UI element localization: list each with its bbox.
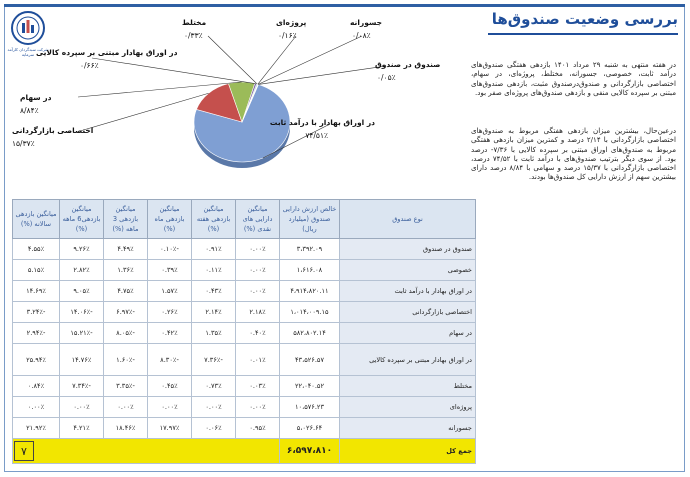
cell-fund-name: در سهام — [340, 323, 476, 344]
pie-value-fixed-income: ۷۴/۵۱٪ — [305, 131, 328, 140]
pie-value-equity: ۸/۸۴٪ — [20, 106, 39, 115]
cell-annual: ۲۱.۹۲٪ — [13, 418, 60, 439]
cell-fund-name: مختلط — [340, 376, 476, 397]
logo-caption: شرکت سبدگردان کارآمد سرمایه — [7, 47, 49, 57]
cell-6month: ۹.۲۶٪ — [60, 239, 104, 260]
pie-value-mixed: ۰/۳۳٪ — [184, 31, 203, 40]
cell-monthly: -۰.۱۰٪ — [148, 239, 192, 260]
title-underline — [488, 33, 678, 35]
cell-cash: ۰.۰۰٪ — [236, 281, 280, 302]
table-row — [13, 302, 476, 323]
cell-weekly: ۲.۱۴٪ — [192, 302, 236, 323]
cell-fund-name: پروژه‌ای — [340, 397, 476, 418]
header-weekly: میانگین بازدهی هفته (%) — [192, 200, 236, 239]
cell-fund-name: جسورانه — [340, 418, 476, 439]
cell-monthly: ۰.۳۹٪ — [148, 260, 192, 281]
table-row — [13, 281, 476, 302]
cell-3month: -۸.۰۵٪ — [104, 323, 148, 344]
cell-annual: -۳.۲۴٪ — [13, 302, 60, 323]
cell-nav: ۱،۶۱۶.۰۸ — [280, 260, 340, 281]
cell-cash: ۰.۰۱٪ — [236, 344, 280, 376]
cell-6month: -۷.۳۴٪ — [60, 376, 104, 397]
pie-leader-line — [258, 36, 296, 84]
cell-cash: ۰.۴۰٪ — [236, 323, 280, 344]
table-header-row — [13, 200, 476, 239]
header-fund-type: نوع صندوق — [340, 200, 476, 239]
pie-label-project: پروژه‌ای — [276, 18, 307, 27]
cell-nav: ۲۲،۰۴۰.۵۲ — [280, 376, 340, 397]
funds-table — [12, 199, 476, 464]
cell-monthly: ۰.۴۵٪ — [148, 376, 192, 397]
pie-value-venture: ۰/۰۸٪ — [352, 31, 371, 40]
cell-nav: ۴،۹۱۴،۸۲۰.۱۱ — [280, 281, 340, 302]
cell-nav: ۱،۰۱۴،۰۰۹.۱۵ — [280, 302, 340, 323]
page-title: بررسی وضعیت صندوق‌ها — [491, 10, 678, 28]
pie-leader-line — [208, 36, 257, 84]
cell-6month: ۴.۲۱٪ — [60, 418, 104, 439]
pie-label-equity: در سهام — [20, 93, 52, 102]
cell-cash: ۰.۰۳٪ — [236, 376, 280, 397]
cell-cash: ۰.۰۰٪ — [236, 239, 280, 260]
summary-paragraph-1: در هفته منتهی به شنبه ۲۹ مرداد ۱۴۰۱ بازدهی هفتگی صندوق‌های درآمد ثابت، خصوصی، جسورانه، مختلط، پروژه‌ای، در سهام، اختصاصی بازارگردانی و صندوق‌درصندوق مثبت، بازدهی صندوق‌های مبتنی بر سپرده کالایی منفی و بازدهی صندوق‌های پروژه‌ای صفر بود. — [471, 60, 676, 97]
table-row — [13, 344, 476, 376]
cell-annual: -۲.۹۴٪ — [13, 323, 60, 344]
pie-value-project: ۰/۱۶٪ — [278, 31, 297, 40]
cell-nav: ۵۸۲،۸۰۲.۱۴ — [280, 323, 340, 344]
pie-label-fixed-income: در اوراق بهادار با درآمد ثابت — [269, 118, 375, 127]
header-6month: میانگین بازدهی6 ماهه (%) — [60, 200, 104, 239]
header-3month: میانگین بازدهی 3 ماهه (%) — [104, 200, 148, 239]
cell-monthly: ۰.۲۶٪ — [148, 302, 192, 323]
cell-annual: ۱۴.۶۹٪ — [13, 281, 60, 302]
cell-weekly: ۱.۳۵٪ — [192, 323, 236, 344]
cell-nav: ۴۳،۵۲۶.۵۷ — [280, 344, 340, 376]
cell-monthly: ۱۷.۹۷٪ — [148, 418, 192, 439]
pie-label-mixed: مختلط — [182, 18, 207, 27]
cell-6month: ۹.۰۵٪ — [60, 281, 104, 302]
cell-3month: ۴.۷۵٪ — [104, 281, 148, 302]
cell-fund-name: صندوق در صندوق — [340, 239, 476, 260]
cell-fund-name: در اوراق بهادار با درآمد ثابت — [340, 281, 476, 302]
pie-label-market-making: اختصاصی بازارگردانی — [12, 126, 94, 135]
cell-monthly: ۰.۴۲٪ — [148, 323, 192, 344]
cell-3month: ۴.۴۹٪ — [104, 239, 148, 260]
cell-annual: ۰.۰۰٪ — [13, 397, 60, 418]
cell-3month: -۶.۹۷٪ — [104, 302, 148, 323]
fund-share-pie-chart — [0, 0, 470, 200]
cell-weekly: ۰.۹۱٪ — [192, 239, 236, 260]
cell-cash: ۲.۱۸٪ — [236, 302, 280, 323]
pie-value-commodity: ۰/۶۶٪ — [80, 61, 99, 70]
table-row — [13, 239, 476, 260]
cell-annual: ۰.۸۴٪ — [13, 376, 60, 397]
cell-nav: ۳،۳۹۲.۰۹ — [280, 239, 340, 260]
cell-annual: ۲۵.۹۴٪ — [13, 344, 60, 376]
header-monthly: میانگین بازدهی ماه (%) — [148, 200, 192, 239]
pie-label-venture: جسورانه — [350, 18, 382, 27]
cell-annual: ۵.۱۵٪ — [13, 260, 60, 281]
cell-6month: ۱۴.۷۶٪ — [60, 344, 104, 376]
table-total-row — [13, 439, 476, 464]
cell-6month: -۱۴.۰۶٪ — [60, 302, 104, 323]
table-row — [13, 323, 476, 344]
total-empty-cell — [13, 439, 280, 464]
cell-weekly: ۰.۰۰٪ — [192, 397, 236, 418]
header-cash: میانگین دارایی های نقدی (%) — [236, 200, 280, 239]
pie-value-fund-of-funds: ۰/۰۵٪ — [377, 73, 396, 82]
cell-3month: ۱۸.۴۶٪ — [104, 418, 148, 439]
pie-leader-line — [80, 93, 209, 131]
pie-label-commodity: در اوراق بهادار مبتنی بر سپرده کالایی — [36, 48, 178, 57]
cell-fund-name: در اوراق بهادار مبتنی بر سپرده کالایی — [340, 344, 476, 376]
cell-fund-name: خصوصی — [340, 260, 476, 281]
cell-weekly: ۰.۴۳٪ — [192, 281, 236, 302]
header-annual: میانگین بازدهی سالانه (%) — [13, 200, 60, 239]
cell-3month: ۰.۰۰٪ — [104, 397, 148, 418]
cell-6month: ۲.۸۲٪ — [60, 260, 104, 281]
cell-monthly: -۸.۳۰٪ — [148, 344, 192, 376]
cell-monthly: ۱.۵۷٪ — [148, 281, 192, 302]
pie-leader-line — [92, 58, 256, 84]
pie-value-market-making: ۱۵/۳۷٪ — [12, 139, 35, 148]
pie-label-fund-of-funds: صندوق در صندوق — [375, 60, 441, 69]
cell-cash: ۰.۰۰٪ — [236, 397, 280, 418]
table-row — [13, 376, 476, 397]
summary-paragraph-2: درعین‌حال، بیشترین میزان بازدهی هفتگی مربوط به صندوق‌های اختصاصی بازارگردانی با ۲/۱۴ درصد و کمترین میزان بازدهی هفتگی مربوط به صندوق‌های اوراق مبتنی بر سپرده کالایی با ۷/۳۶- درصد بود. از سوی دیگر بترتیب صندوق‌های با درآمد ثابت با ۷۴/۵۲ درصد، اختصاصی بازارگردانی با ۱۵/۳۷ درصد و سهامی با ۸/۸۴ درصد دارای بیشترین سهم از ارزش دارایی کل صندوق‌ها بودند. — [471, 126, 677, 182]
cell-3month: -۳.۳۵٪ — [104, 376, 148, 397]
cell-nav: ۵،۰۲۶.۶۴ — [280, 418, 340, 439]
table-row — [13, 397, 476, 418]
cell-fund-name: اختصاصی بازارگردانی — [340, 302, 476, 323]
cell-3month: ۱.۳۶٪ — [104, 260, 148, 281]
table-row — [13, 418, 476, 439]
cell-weekly: -۷.۳۶٪ — [192, 344, 236, 376]
total-label: جمع کل — [340, 439, 476, 464]
cell-annual: ۴.۵۵٪ — [13, 239, 60, 260]
cell-6month: -۱۵.۲۱٪ — [60, 323, 104, 344]
cell-3month: -۱.۶۰٪ — [104, 344, 148, 376]
cell-6month: ۰.۰۰٪ — [60, 397, 104, 418]
cell-weekly: ۰.۱۱٪ — [192, 260, 236, 281]
cell-monthly: ۰.۰۰٪ — [148, 397, 192, 418]
cell-weekly: ۰.۷۳٪ — [192, 376, 236, 397]
header-nav: خالص ارزش دارایی صندوق (میلیارد ریال) — [280, 200, 340, 239]
cell-weekly: ۰.۰۶٪ — [192, 418, 236, 439]
cell-cash: ۰.۰۰٪ — [236, 260, 280, 281]
cell-nav: ۱۰،۵۷۶.۲۳ — [280, 397, 340, 418]
total-nav-value: ۶،۵۹۷،۸۱۰ — [280, 439, 340, 464]
page-number: ۷ — [14, 441, 34, 461]
table-row — [13, 260, 476, 281]
cell-cash: ۰.۹۵٪ — [236, 418, 280, 439]
